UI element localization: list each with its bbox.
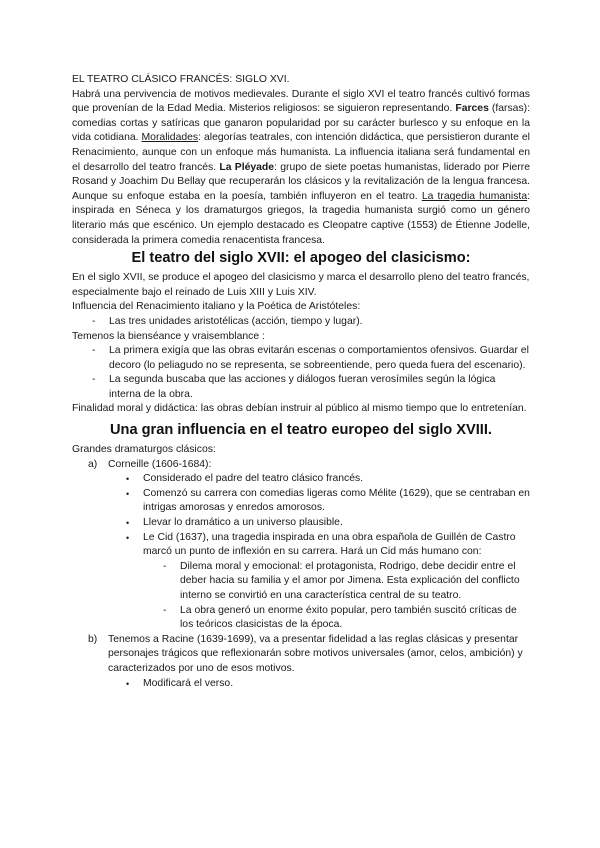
- list-item: - Las tres unidades aristotélicas (acción, tiempo y lugar).: [92, 315, 530, 330]
- document-title: EL TEATRO CLÁSICO FRANCÉS: SIGLO XVI.: [72, 74, 290, 85]
- intro-paragraph: [72, 88, 530, 249]
- list-item: • Llevar lo dramático a un universo plausible.: [126, 516, 530, 531]
- list-marker: a): [88, 458, 98, 470]
- list-item: [126, 531, 530, 633]
- racine-points: [108, 677, 530, 692]
- moralidades-text: : alegorías teatrales, con intención didáctica, que persistieron durante el Renacimiento, aunque con un enfoque más humanista. La influencia italiana será fundamental en el desarrollo del teatro francés.: [72, 132, 530, 173]
- racine-text: Tenemos a Racine (1639-1699), va a presentar fidelidad a las reglas clásicas y presentar personajes trágicos que reflexionarán sobre motivos universales (amor, celos, ambición) y caracterizados por uno de esos motivos.: [108, 633, 523, 674]
- list-item: - La segunda buscaba que las acciones y diálogos fueran verosímiles según la lógica interna de la obra.: [92, 373, 530, 402]
- unities-list: [72, 315, 530, 330]
- moralidades-term: Moralidades: [141, 132, 199, 144]
- le-cid-text: Le Cid (1637), una tragedia inspirada en una obra española de Guillén de Castro marcó un punto de inflexión en su carrera. Hará un Cid más humano con:: [143, 531, 516, 558]
- pleyade-text: : grupo de siete poetas humanistas, liderado por Pierre Rosand y Joachim Du Bellay que recuperarán los clásicos y la revitalización de la lengua francesa. Aunque su enfoque estaba en la poesía, también influyeron en el teatro.: [72, 161, 530, 202]
- tragedia-term: La tragedia humanista: [421, 190, 528, 202]
- list-item: - Dilema moral y emocional: el protagonista, Rodrigo, debe decidir entre el deber hacia su familia y el amor por Jimena. Esta explicación del conflicto interno se convirtió en una característica central de su teatro.: [163, 560, 530, 604]
- farces-term: Farces: [455, 103, 489, 115]
- intro-text: Habrá una pervivencia de motivos medievales. Durante el siglo XVI el teatro francés cultivó formas que provenían de la Edad Media. Misterios religiosos: se siguieron representando.: [72, 88, 530, 115]
- corneille-title: Corneille (1606-1684):: [108, 458, 212, 470]
- list-item: - La primera exigía que las obras evitarán escenas o comportamientos ofensivos. Guardar el decoro (lo peliagudo no se representa, se sobreentiende, pero queda fuera del escenario).: [92, 344, 530, 373]
- section2-paragraph-1: En el siglo XVII, se produce el apogeo del clasicismo y marca el desarrollo pleno del teatro francés, especialmente bajo el reinado de Luis XIII y Luis XIV.: [72, 272, 530, 298]
- section2-paragraph-3: Temenos la bienséance y vraisemblance :: [72, 330, 265, 342]
- pleyade-term: La Pléyade: [219, 161, 275, 173]
- list-marker: b): [88, 633, 98, 645]
- list-item: • Comenzó su carrera con comedias ligeras como Mélite (1629), que se centraban en intrigas amorosas y enredos amorosos.: [126, 487, 530, 516]
- list-item-corneille: [88, 458, 530, 633]
- bienseance-list: [72, 344, 530, 402]
- corneille-points: [108, 472, 530, 633]
- section2-heading: El teatro del siglo XVII: el apogeo del clasicismo:: [131, 250, 471, 267]
- section2-paragraph-4: Finalidad moral y didáctica: las obras debían instruir al público al mismo tiempo que lo entretenían.: [72, 403, 527, 415]
- dramatists-list: [72, 458, 530, 692]
- farces-text: (farsas): comedias cortas y satíricas que ganaron popularidad por su carácter burlesco y su enfoque en la vida cotidiana.: [72, 103, 530, 144]
- section3-paragraph-1: Grandes dramaturgos clásicos:: [72, 444, 216, 456]
- list-item: - La obra generó un enorme éxito popular, pero también suscitó críticas de los teóricos clasicistas de la época.: [163, 604, 530, 633]
- section3-heading: Una gran influencia en el teatro europeo del siglo XVIII.: [110, 422, 492, 439]
- section2-paragraph-2: Influencia del Renacimiento italiano y la Poética de Aristóteles:: [72, 301, 361, 313]
- le-cid-points: [143, 560, 530, 633]
- list-item: • Modificará el verso.: [126, 677, 530, 692]
- tragedia-text: : inspirada en Séneca y los dramaturgos griegos, la tragedia humanista surgió como un género literario más que escénico. Un ejemplo destacado es Cleopatre captive (1553) de Étienne Jodelle, considerada la primera comedia renacentista francesa.: [72, 190, 530, 246]
- list-item: • Considerado el padre del teatro clásico francés.: [126, 472, 530, 487]
- list-item-racine: [88, 633, 530, 691]
